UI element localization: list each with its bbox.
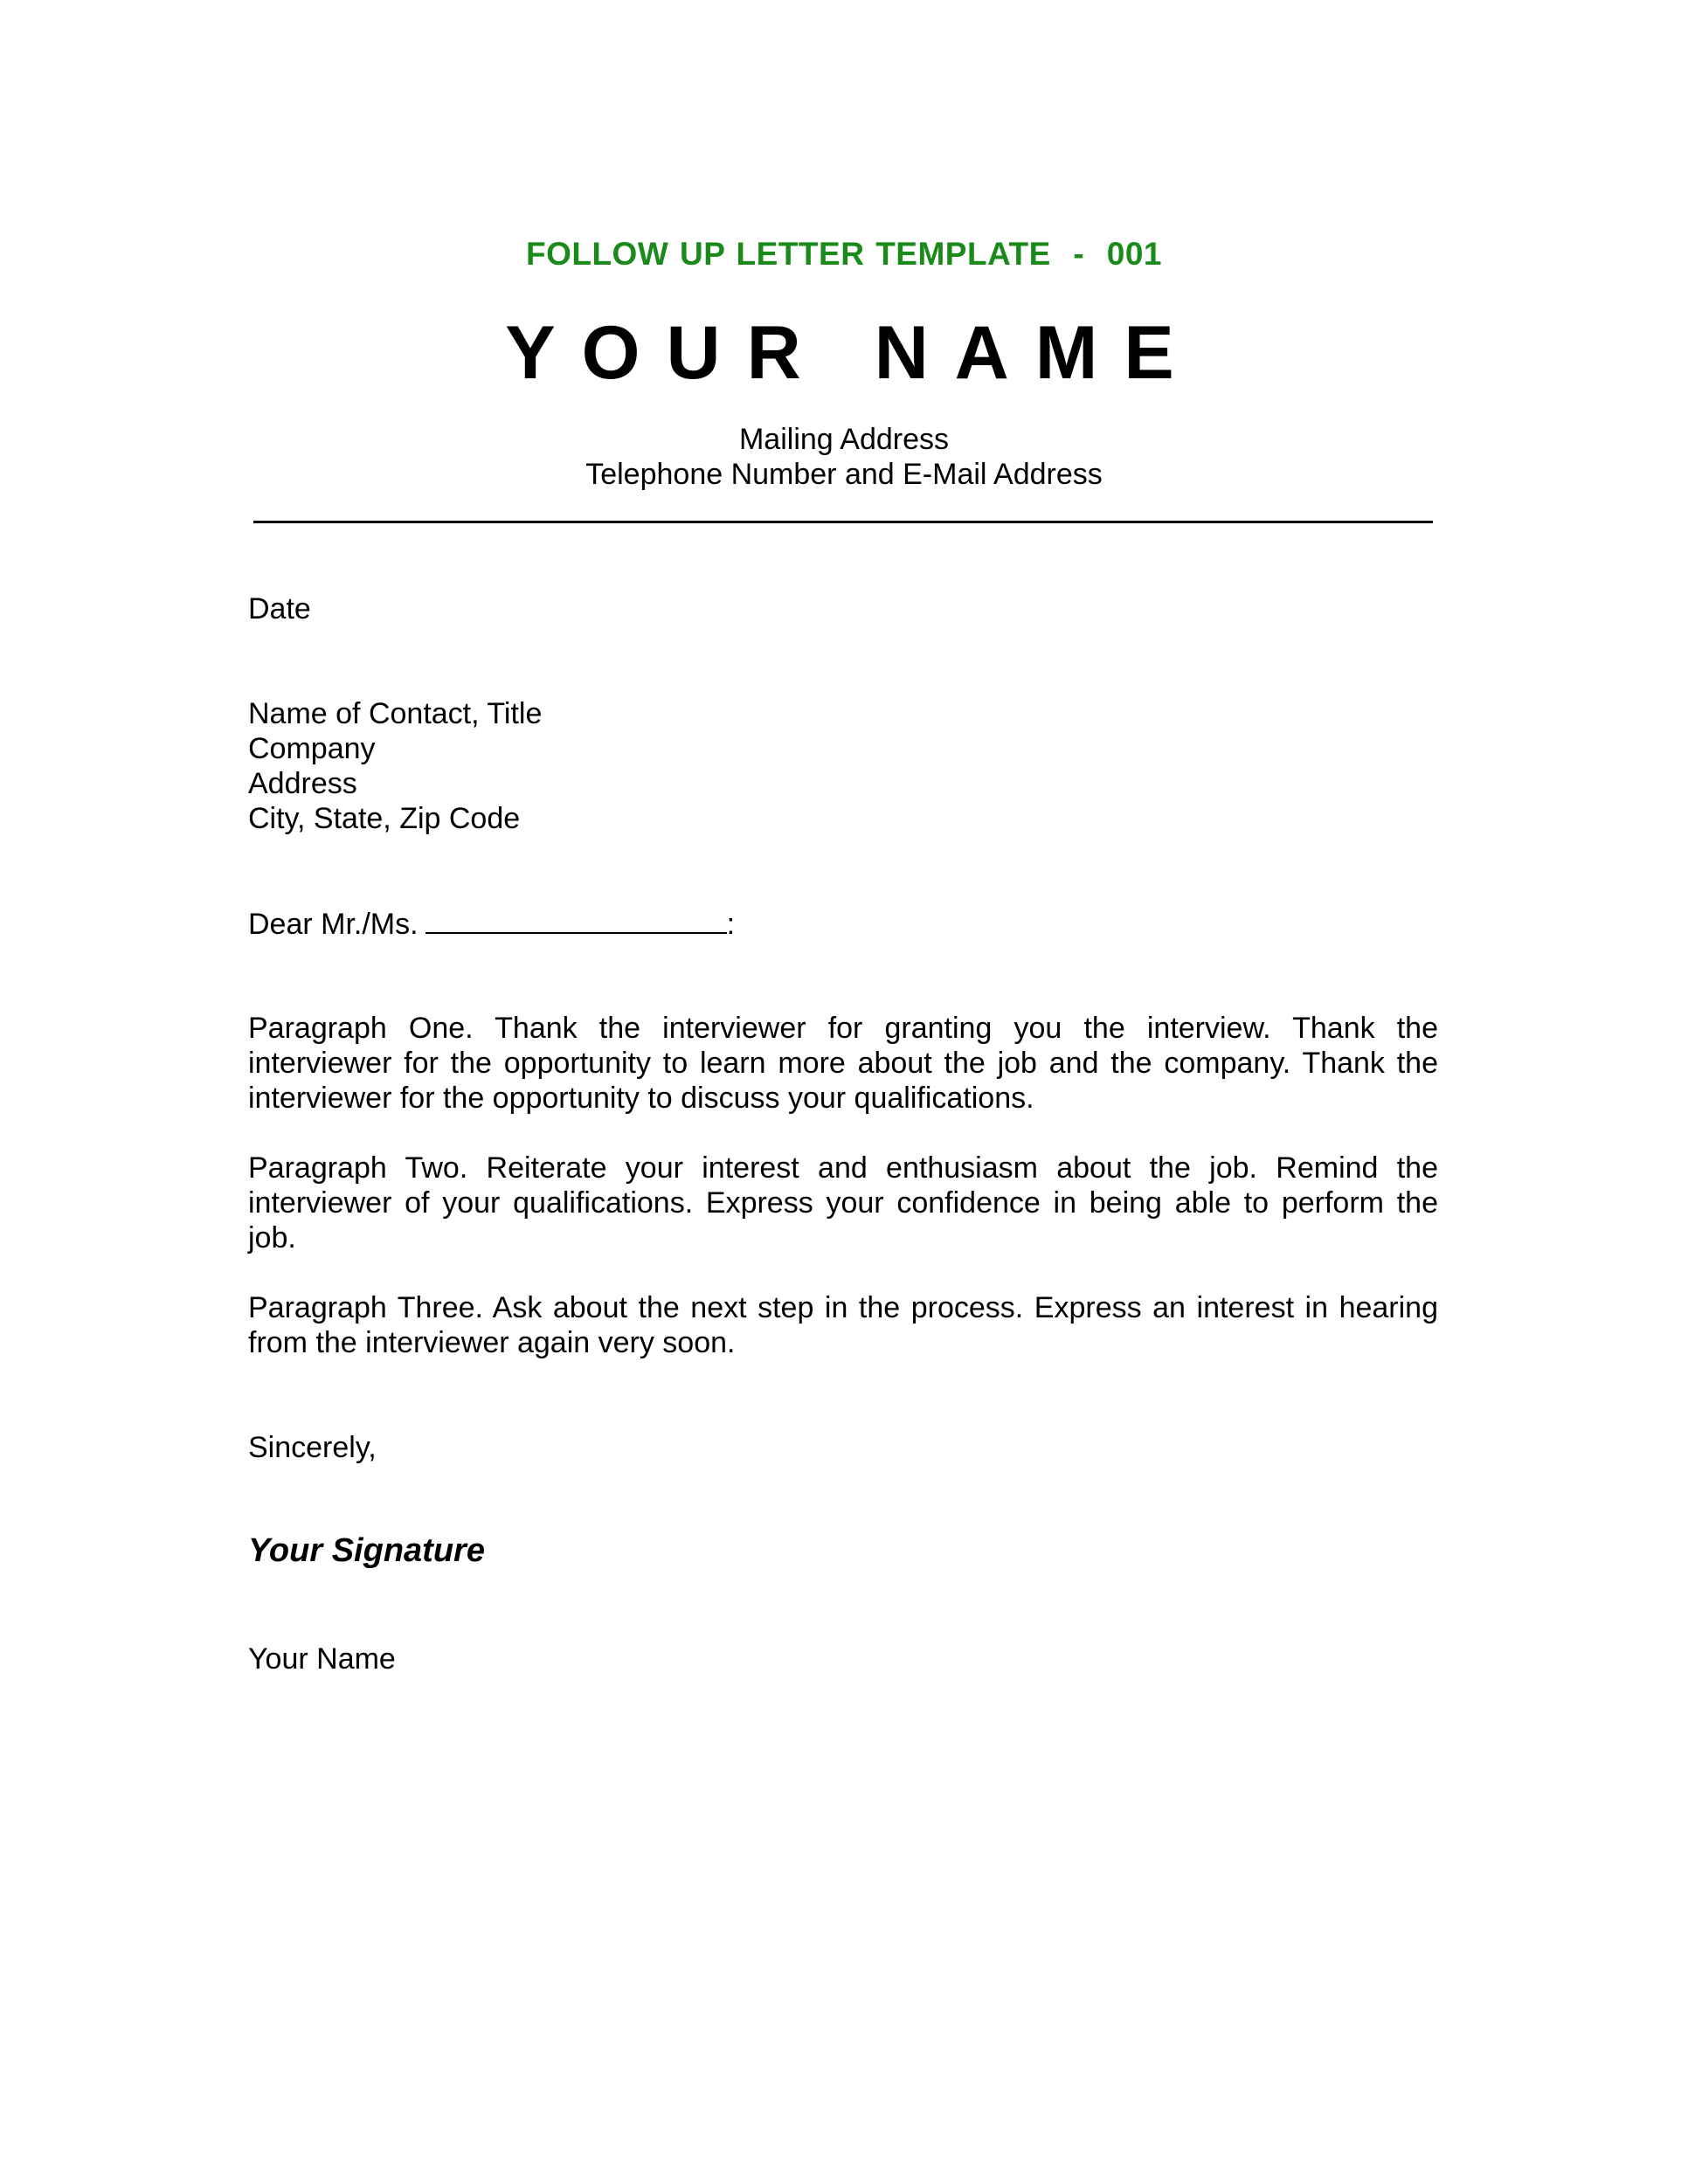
letter-date: Date xyxy=(248,592,311,625)
paragraph-two: Paragraph Two. Reiterate your interest and enthusiasm about the job. Remind the interviewer of your qualifications. Express your confidence in being able to perform the job. xyxy=(248,1151,1438,1254)
paragraph-three: Paragraph Three. Ask about the next step in the process. Express an interest in hearing from the interviewer again very soon. xyxy=(248,1291,1438,1359)
sender-contact-line: Telephone Number and E-Mail Address xyxy=(585,458,1103,491)
template-title: FOLLOW UP LETTER TEMPLATE - 001 xyxy=(525,236,1163,272)
signature: Your Signature xyxy=(248,1532,485,1569)
salutation-name-blank xyxy=(425,906,727,934)
recipient-company: Company xyxy=(248,732,376,765)
recipient-city-state-zip: City, State, Zip Code xyxy=(248,802,521,835)
recipient-address: Address xyxy=(248,767,357,800)
sender-name-heading: YOUR NAME xyxy=(505,311,1200,395)
paragraph-one: Paragraph One. Thank the interviewer for granting you the interview. Thank the interviewer for the opportunity to learn more about the job and the company. Thank the interviewer for the opportunity to discuss your qualifications. xyxy=(248,1012,1438,1115)
salutation xyxy=(248,906,1438,942)
closing: Sincerely, xyxy=(248,1431,377,1464)
recipient-name-title: Name of Contact, Title xyxy=(248,697,543,730)
sender-mailing-address: Mailing Address xyxy=(738,423,949,456)
recipient-block xyxy=(248,696,1438,836)
salutation-colon: : xyxy=(726,908,736,941)
salutation-prefix: Dear Mr./Ms. xyxy=(248,908,419,941)
header-divider xyxy=(253,521,1433,523)
sign-name: Your Name xyxy=(248,1642,396,1676)
